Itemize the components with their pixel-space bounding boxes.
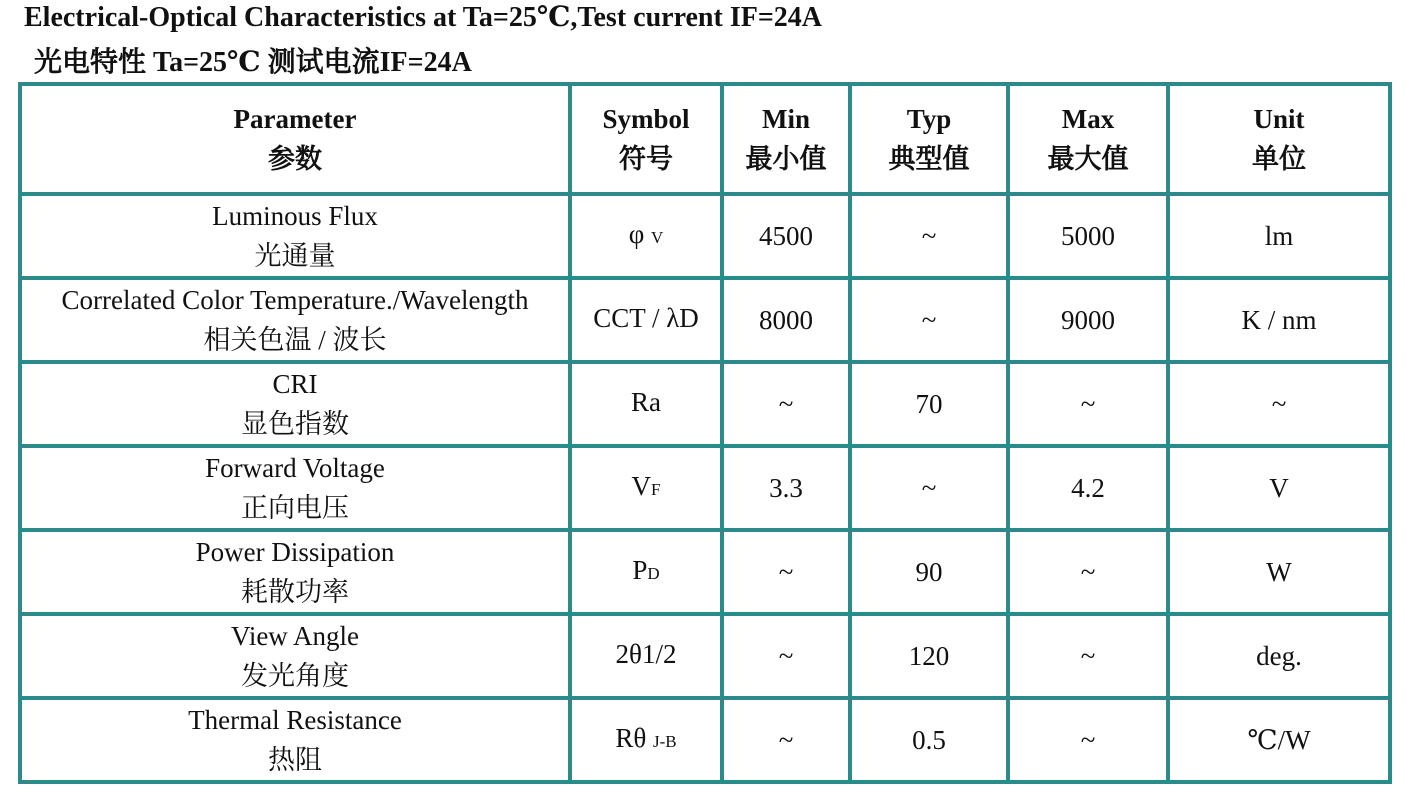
symbol-text: Ra bbox=[631, 387, 661, 417]
symbol-cell bbox=[570, 194, 722, 278]
min-cell: 8000 bbox=[722, 278, 850, 362]
title-chinese: 光电特性 Ta=25℃ 测试电流IF=24A bbox=[34, 47, 472, 78]
symbol-text: φ bbox=[628, 219, 645, 249]
parameter-name-en: View Angle bbox=[230, 621, 360, 651]
spec-table-container bbox=[18, 82, 1392, 784]
max-cell: 5000 bbox=[1008, 194, 1168, 278]
header-cell-max bbox=[1008, 84, 1168, 194]
symbol-cell bbox=[570, 698, 722, 782]
symbol-text: Rθ bbox=[615, 723, 647, 753]
typ-cell: ~ bbox=[850, 278, 1008, 362]
max-cell: ~ bbox=[1008, 362, 1168, 446]
parameter-cell bbox=[20, 194, 570, 278]
typ-cell: ~ bbox=[850, 194, 1008, 278]
header-cell-symbol bbox=[570, 84, 722, 194]
header-label-cn: 最大值 bbox=[1047, 144, 1129, 174]
typ-cell: 120 bbox=[850, 614, 1008, 698]
parameter-cell bbox=[20, 698, 570, 782]
unit-cell: lm bbox=[1168, 194, 1390, 278]
electrical-optical-table bbox=[18, 82, 1392, 784]
parameter-name-en: Forward Voltage bbox=[205, 453, 385, 483]
max-cell: ~ bbox=[1008, 614, 1168, 698]
unit-cell: V bbox=[1168, 446, 1390, 530]
header-label-en: Typ bbox=[906, 104, 952, 134]
parameter-name-cn: 正向电压 bbox=[241, 493, 349, 523]
parameter-name-cn: 耗散功率 bbox=[241, 577, 349, 607]
min-cell: 4500 bbox=[722, 194, 850, 278]
header-label-en: Max bbox=[1061, 104, 1115, 134]
header-label-cn: 典型值 bbox=[888, 144, 970, 174]
header-cell-min bbox=[722, 84, 850, 194]
min-cell: 3.3 bbox=[722, 446, 850, 530]
symbol-text: V bbox=[631, 471, 652, 501]
parameter-name-cn: 发光角度 bbox=[241, 661, 349, 691]
symbol-cell bbox=[570, 278, 722, 362]
unit-cell: W bbox=[1168, 530, 1390, 614]
table-row bbox=[20, 446, 1390, 530]
max-cell: 9000 bbox=[1008, 278, 1168, 362]
min-cell: ~ bbox=[722, 614, 850, 698]
unit-cell: K / nm bbox=[1168, 278, 1390, 362]
parameter-cell bbox=[20, 530, 570, 614]
symbol-subscript: D bbox=[647, 564, 660, 583]
unit-cell: deg. bbox=[1168, 614, 1390, 698]
min-cell: ~ bbox=[722, 698, 850, 782]
page-bottom-edge bbox=[0, 788, 1416, 800]
parameter-name-en: Correlated Color Temperature./Wavelength bbox=[61, 285, 529, 315]
header-cell-unit bbox=[1168, 84, 1390, 194]
max-cell: ~ bbox=[1008, 530, 1168, 614]
table-row bbox=[20, 530, 1390, 614]
typ-cell: 90 bbox=[850, 530, 1008, 614]
header-label-cn: 最小值 bbox=[745, 144, 827, 174]
min-cell: ~ bbox=[722, 530, 850, 614]
title-english: Electrical-Optical Characteristics at Ta=25℃,Test current IF=24A bbox=[24, 2, 822, 33]
symbol-cell bbox=[570, 614, 722, 698]
symbol-subscript: J-B bbox=[653, 732, 677, 751]
header-label-cn: 符号 bbox=[619, 144, 673, 174]
symbol-subscript: F bbox=[651, 480, 661, 499]
parameter-cell bbox=[20, 278, 570, 362]
symbol-text: P bbox=[632, 555, 648, 585]
parameter-name-cn: 相关色温 / 波长 bbox=[203, 325, 387, 355]
typ-cell: ~ bbox=[850, 446, 1008, 530]
table-row bbox=[20, 698, 1390, 782]
symbol-text: CCT / λD bbox=[593, 303, 699, 333]
unit-cell: ℃/W bbox=[1168, 698, 1390, 782]
symbol-cell bbox=[570, 530, 722, 614]
parameter-name-en: Thermal Resistance bbox=[188, 705, 402, 735]
parameter-name-en: CRI bbox=[272, 369, 318, 399]
parameter-name-cn: 光通量 bbox=[254, 241, 336, 271]
max-cell: ~ bbox=[1008, 698, 1168, 782]
max-cell: 4.2 bbox=[1008, 446, 1168, 530]
table-row bbox=[20, 194, 1390, 278]
symbol-cell bbox=[570, 362, 722, 446]
parameter-cell bbox=[20, 614, 570, 698]
table-header-row bbox=[20, 84, 1390, 194]
parameter-cell bbox=[20, 446, 570, 530]
parameter-name-en: Power Dissipation bbox=[195, 537, 395, 567]
header-label-en: Unit bbox=[1253, 104, 1305, 134]
typ-cell: 70 bbox=[850, 362, 1008, 446]
table-row bbox=[20, 614, 1390, 698]
header-label-en: Parameter bbox=[233, 104, 357, 134]
header-label-cn: 参数 bbox=[268, 144, 322, 174]
typ-cell: 0.5 bbox=[850, 698, 1008, 782]
parameter-name-cn: 显色指数 bbox=[241, 409, 349, 439]
header-label-en: Min bbox=[761, 104, 810, 134]
header-cell-parameter bbox=[20, 84, 570, 194]
table-row bbox=[20, 278, 1390, 362]
unit-cell: ~ bbox=[1168, 362, 1390, 446]
table-row bbox=[20, 362, 1390, 446]
parameter-name-cn: 热阻 bbox=[268, 745, 322, 775]
symbol-cell bbox=[570, 446, 722, 530]
header-label-en: Symbol bbox=[602, 104, 690, 134]
header-label-cn: 单位 bbox=[1252, 144, 1306, 174]
header-cell-typ bbox=[850, 84, 1008, 194]
symbol-text: 2θ1/2 bbox=[615, 639, 677, 669]
parameter-cell bbox=[20, 362, 570, 446]
parameter-name-en: Luminous Flux bbox=[212, 201, 378, 231]
symbol-subscript: V bbox=[651, 228, 664, 247]
min-cell: ~ bbox=[722, 362, 850, 446]
